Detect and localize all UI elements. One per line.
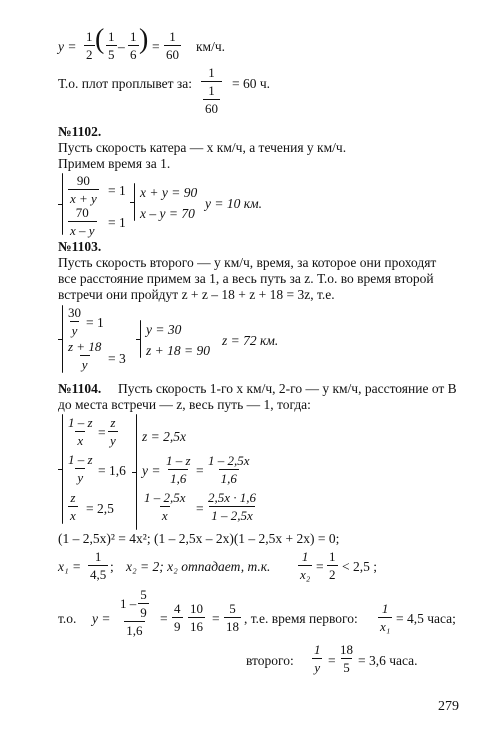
system-brace [62,173,63,235]
answer: z = 72 км. [222,333,279,348]
fraction: 1 60 [166,29,179,62]
text-line: Пусть скорость катера — x км/ч, а течения y км/ч. [58,140,347,155]
fraction: 2,5x · 1,6 1 – 2,5x [208,490,257,523]
text-line: встречи они пройдут z + z – 18 + z + 18 = 3z, т.е. [58,287,335,302]
fraction: 5 18 [226,601,239,634]
fraction: 90 x + y [70,173,97,206]
text-line: Примем время за 1. [58,156,171,171]
problem-number: №1102. [58,124,102,139]
fraction: 1 6 [130,29,137,62]
fraction: 30 y [68,305,81,338]
fraction: 70 x – y [70,205,95,238]
problem-number: №1103. [58,239,102,254]
text-line: до места встречи — z, весь путь — 1, тогда: [58,397,311,412]
page-number: 279 [438,699,459,714]
nested-fraction: 1 – 5 9 1,6 [120,587,147,638]
system-brace [136,414,137,530]
fraction: 18 5 [340,642,353,675]
problem-number: №1104. [58,381,102,396]
fraction: 1 5 [108,29,115,62]
fraction: 1 y [314,642,321,675]
fraction: 1 x₁ [380,601,391,634]
fraction: 1 – z y [68,452,93,485]
text-line: все расстояние примем за 1, а весь путь за z. Т.о. во время второй [58,271,434,286]
paren-open: ( [95,24,105,55]
fraction: 4 9 [174,601,181,634]
system-brace [62,414,63,524]
system-brace [134,183,135,221]
fraction: 1 4,5 [90,549,107,582]
fraction: 1 – 2,5x 1,6 [208,453,250,486]
fraction: 1 2 [86,29,93,62]
paren-close: ) [139,24,149,55]
fraction: 1 2 [329,549,336,582]
fraction: z y [110,415,116,448]
fraction: z + 18 y [68,339,102,372]
raft-text: Т.о. плот проплывет за: [58,76,192,91]
text-line: Пусть скорость 1-го x км/ч, 2-го — y км/ч, расстояние от B [118,381,457,396]
fraction: 1 x₂ [300,549,311,582]
system-brace [62,305,63,373]
fraction: 1 – 2,5x x [144,490,186,523]
nested-fraction: 1 $\frac{1}{60}$ [201,66,222,115]
equation-line: (1 – 2,5x)² = 4x²; (1 – 2,5x – 2x)(1 – 2,5x + 2x) = 0; [58,531,340,546]
eq-y-lhs: y = [58,39,77,54]
system-brace [140,320,141,358]
fraction: 10 16 [190,601,203,634]
answer: y = 10 км. [205,196,263,211]
fraction: 1 – z 1,6 [166,453,191,486]
fraction: z x [70,490,76,523]
text-line: Пусть скорость второго — y км/ч, время, за которое они проходят [58,255,437,270]
fraction: 1 – z x [68,415,93,448]
